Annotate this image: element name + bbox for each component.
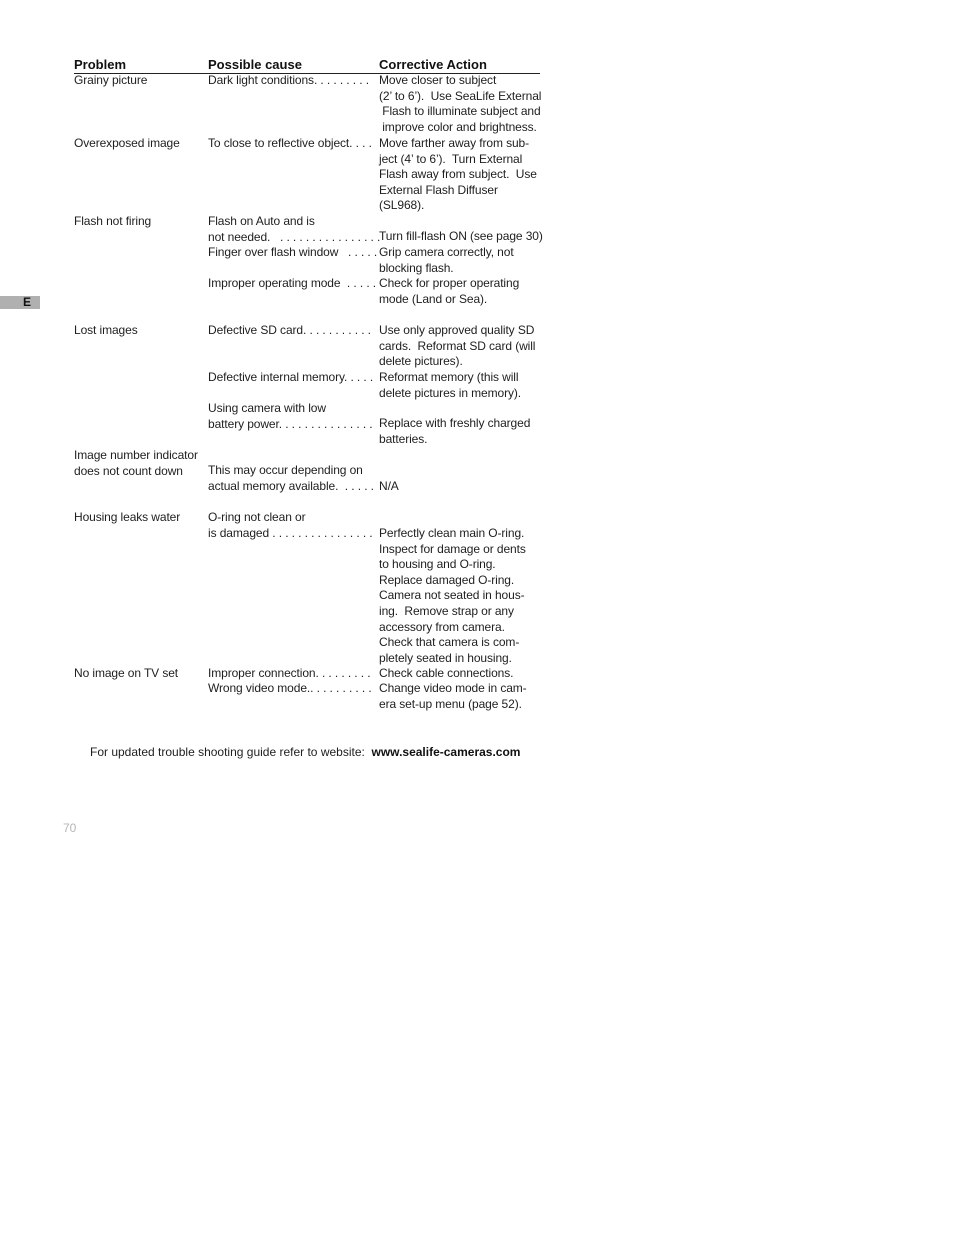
cause-flash-finger: Finger over flash window . . . . . (208, 245, 378, 259)
cause-lost-sd: Defective SD card. . . . . . . . . . . (208, 323, 371, 337)
header-possible-cause: Possible cause (208, 57, 302, 72)
action-flash-finger: Grip camera correctly, not blocking flash. (379, 245, 514, 275)
action-lost-memory: Reformat memory (this will delete pictures in memory). (379, 370, 522, 400)
action-flash-auto: Turn fill-flash ON (see page 30) (379, 229, 543, 243)
action-tv-connection: Check cable connections. (379, 666, 514, 680)
cause-image-counter: This may occur depending on actual memory available. . . . . . (208, 463, 374, 493)
problem-lost-images: Lost images (74, 323, 138, 337)
cause-flash-mode: Improper operating mode . . . . . (208, 276, 377, 290)
action-overexposed: Move farther away from sub- ject (4’ to 6’). Turn External Flash away from subject. Use External Flash Diffuser (SL968). (379, 136, 537, 213)
header-corrective-action: Corrective Action (379, 57, 487, 72)
footer-note (90, 745, 520, 759)
problem-image-counter: Image number indicator does not count down (74, 448, 198, 478)
footer-text: For updated trouble shooting guide refer to website: (90, 745, 372, 759)
cause-grainy: Dark light conditions. . . . . . . . . (208, 73, 369, 87)
action-grainy: Move closer to subject (2’ to 6’). Use SeaLife External Flash to illuminate subject and improve color and brightness. (379, 73, 542, 134)
cause-tv-connection: Improper connection. . . . . . . . . (208, 666, 371, 680)
problem-flash: Flash not firing (74, 214, 152, 228)
language-tab (0, 296, 40, 309)
cause-overexposed: To close to reflective object. . . . (208, 136, 372, 150)
problem-housing-leak: Housing leaks water (74, 510, 181, 524)
cause-lost-battery: Using camera with low battery power. . . . . . . . . . . . . . . (208, 401, 373, 431)
action-image-counter: N/A (379, 479, 399, 493)
action-lost-battery: Replace with freshly charged batteries. (379, 416, 531, 446)
action-tv-video-mode: Change video mode in cam- era set-up menu (page 52). (379, 681, 527, 711)
cause-housing-leak: O-ring not clean or is damaged . . . . . . . . . . . . . . . . (208, 510, 373, 540)
action-flash-mode: Check for proper operating mode (Land or Sea). (379, 276, 520, 306)
problem-tv: No image on TV set (74, 666, 179, 680)
problem-grainy: Grainy picture (74, 73, 148, 87)
page-number: 70 (63, 821, 77, 835)
header-problem: Problem (74, 57, 127, 72)
problem-overexposed: Overexposed image (74, 136, 180, 150)
cause-lost-memory: Defective internal memory. . . . . (208, 370, 374, 384)
website-link[interactable]: www.sealife-cameras.com (371, 745, 521, 759)
action-housing-leak: Perfectly clean main O-ring. Inspect for damage or dents to housing and O-ring. Replace damaged O-ring. Camera not seated in hous- ing. Remove strap or any accessory from camera. Check that camera is com- pletely seated in housing. (379, 526, 526, 665)
language-tab-label: E (23, 295, 32, 309)
cause-flash-auto: Flash on Auto and is not needed. . . . . . . . . . . . . . . . . (208, 214, 381, 244)
action-lost-sd: Use only approved quality SD cards. Reformat SD card (will delete pictures). (379, 323, 536, 369)
cause-tv-video-mode: Wrong video mode.. . . . . . . . . . (208, 681, 372, 695)
table-header (74, 57, 540, 74)
